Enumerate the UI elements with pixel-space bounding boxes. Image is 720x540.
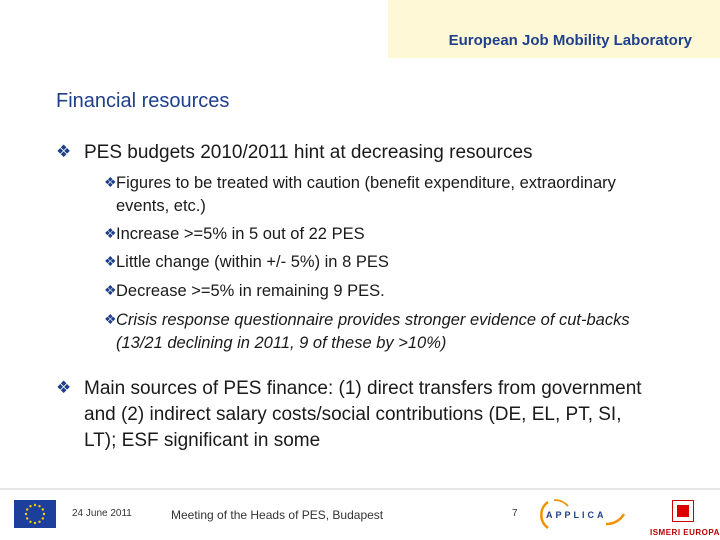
page-number: 7 — [512, 508, 518, 519]
applica-logo: APPLICA — [528, 494, 638, 534]
ismeri-logo-text: ISMERI EUROPA — [650, 528, 720, 537]
footer — [0, 488, 720, 540]
ismeri-logo-icon — [672, 500, 694, 522]
footer-date: 24 June 2011 — [72, 508, 132, 519]
bullet-1-4: ❖ Decrease >=5% in remaining 9 PES. — [104, 280, 664, 303]
diamond-bullet-icon: ❖ — [104, 282, 117, 298]
header-title: European Job Mobility Laboratory — [448, 32, 692, 49]
diamond-bullet-icon: ❖ — [104, 253, 117, 269]
eu-flag-icon — [14, 500, 56, 528]
bullet-2: ❖ Main sources of PES finance: (1) direct transfers from government and (2) indirect salary costs/social contributions (DE, EL, PT, SI, LT); ESF significant in some — [56, 376, 656, 454]
slide-title: Financial resources — [56, 90, 230, 112]
diamond-bullet-icon: ❖ — [104, 174, 117, 190]
bullet-1-5: ❖ Crisis response questionnaire provides stronger evidence of cut-backs (13/21 declining in 2011, 9 of these by >10%) — [104, 309, 664, 354]
diamond-bullet-icon: ❖ — [104, 225, 117, 241]
diamond-bullet-icon: ❖ — [104, 311, 117, 327]
diamond-bullet-icon: ❖ — [56, 142, 72, 161]
bullet-1-1: ❖ Figures to be treated with caution (benefit expenditure, extraordinary events, etc.) — [104, 172, 664, 217]
bullet-1-2: ❖ Increase >=5% in 5 out of 22 PES — [104, 223, 664, 246]
footer-meeting: Meeting of the Heads of PES, Budapest — [171, 508, 384, 522]
bullet-1-3: ❖ Little change (within +/- 5%) in 8 PES — [104, 251, 664, 274]
footer-divider — [0, 488, 720, 490]
diamond-bullet-icon: ❖ — [56, 378, 72, 397]
header-banner — [388, 0, 720, 58]
bullet-1: ❖ PES budgets 2010/2011 hint at decreasing resources — [56, 140, 656, 166]
